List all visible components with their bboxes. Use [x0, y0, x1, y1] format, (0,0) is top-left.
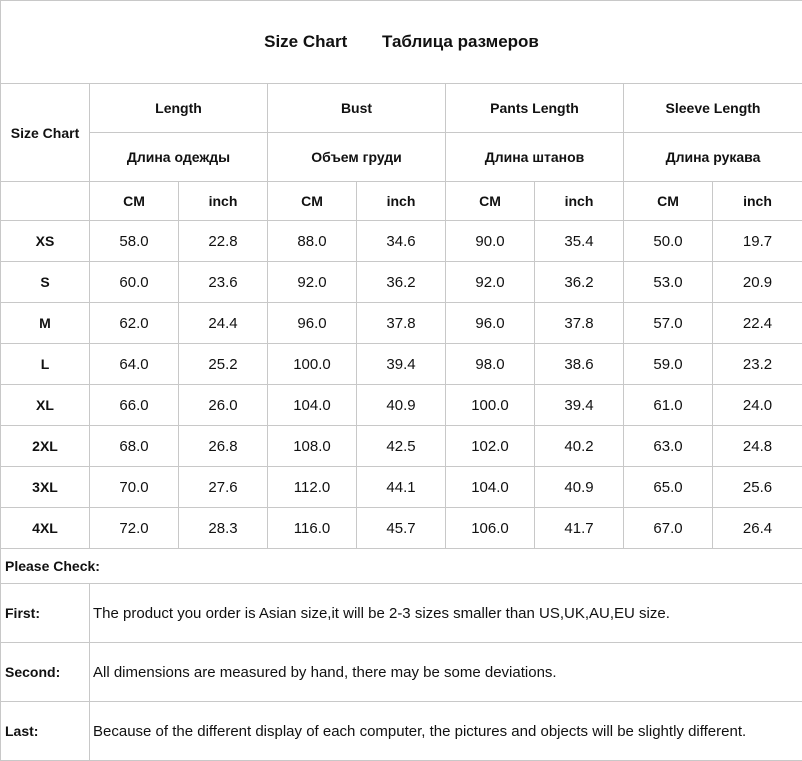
- unit-inch: inch: [713, 182, 802, 221]
- title-en: Size Chart: [264, 32, 347, 51]
- measurement-cell: 39.4: [535, 385, 624, 426]
- measurement-cell: 40.9: [535, 467, 624, 508]
- units-blank-cell: [1, 182, 90, 221]
- measurement-cell: 72.0: [90, 508, 179, 549]
- note-text-last: Because of the different display of each computer, the pictures and objects will be slightly different.: [90, 702, 802, 761]
- measurement-cell: 24.8: [713, 426, 802, 467]
- units-row: [1, 182, 802, 221]
- measurement-cell: 36.2: [357, 262, 446, 303]
- col-header-bust-ru: Объем груди: [268, 133, 446, 182]
- size-row: [1, 508, 802, 549]
- measurement-cell: 58.0: [90, 221, 179, 262]
- measurement-cell: 61.0: [624, 385, 713, 426]
- measurement-cell: 96.0: [446, 303, 535, 344]
- chart-title: [1, 1, 802, 84]
- size-label: XL: [1, 385, 90, 426]
- measurement-cell: 28.3: [179, 508, 268, 549]
- unit-cm: CM: [624, 182, 713, 221]
- size-row: [1, 385, 802, 426]
- measurement-cell: 26.0: [179, 385, 268, 426]
- measurement-cell: 36.2: [535, 262, 624, 303]
- title-row: [1, 1, 802, 84]
- measurement-cell: 67.0: [624, 508, 713, 549]
- size-label: 4XL: [1, 508, 90, 549]
- col-header-length-ru: Длина одежды: [90, 133, 268, 182]
- measurement-cell: 112.0: [268, 467, 357, 508]
- col-header-bust: Bust: [268, 84, 446, 133]
- unit-cm: CM: [446, 182, 535, 221]
- measurement-cell: 100.0: [446, 385, 535, 426]
- measurement-cell: 90.0: [446, 221, 535, 262]
- note-row: [1, 584, 802, 643]
- measurement-cell: 108.0: [268, 426, 357, 467]
- measurement-cell: 39.4: [357, 344, 446, 385]
- col-header-sleeve-length: Sleeve Length: [624, 84, 802, 133]
- measurement-cell: 92.0: [446, 262, 535, 303]
- unit-inch: inch: [179, 182, 268, 221]
- col-header-pants-length-ru: Длина штанов: [446, 133, 624, 182]
- measurement-cell: 104.0: [446, 467, 535, 508]
- measurement-cell: 96.0: [268, 303, 357, 344]
- measurement-cell: 37.8: [535, 303, 624, 344]
- size-label: 2XL: [1, 426, 90, 467]
- unit-cm: CM: [268, 182, 357, 221]
- measurement-cell: 63.0: [624, 426, 713, 467]
- header-row-ru: [1, 133, 802, 182]
- col-header-length: Length: [90, 84, 268, 133]
- size-label: S: [1, 262, 90, 303]
- size-label: XS: [1, 221, 90, 262]
- size-row: [1, 344, 802, 385]
- measurement-cell: 20.9: [713, 262, 802, 303]
- measurement-cell: 68.0: [90, 426, 179, 467]
- measurement-cell: 34.6: [357, 221, 446, 262]
- note-text-first: The product you order is Asian size,it will be 2-3 sizes smaller than US,UK,AU,EU size.: [90, 584, 802, 643]
- measurement-cell: 35.4: [535, 221, 624, 262]
- measurement-cell: 45.7: [357, 508, 446, 549]
- measurement-cell: 59.0: [624, 344, 713, 385]
- measurement-cell: 66.0: [90, 385, 179, 426]
- please-check-heading: Please Check:: [1, 549, 802, 584]
- size-row: [1, 467, 802, 508]
- measurement-cell: 62.0: [90, 303, 179, 344]
- note-label-first: First:: [1, 584, 90, 643]
- measurement-cell: 116.0: [268, 508, 357, 549]
- row-header-size-chart: Size Chart: [1, 84, 90, 182]
- measurement-cell: 22.8: [179, 221, 268, 262]
- measurement-cell: 106.0: [446, 508, 535, 549]
- measurement-cell: 24.4: [179, 303, 268, 344]
- note-row: [1, 643, 802, 702]
- measurement-cell: 25.2: [179, 344, 268, 385]
- unit-inch: inch: [535, 182, 624, 221]
- measurement-cell: 64.0: [90, 344, 179, 385]
- size-row: [1, 303, 802, 344]
- measurement-cell: 50.0: [624, 221, 713, 262]
- measurement-cell: 41.7: [535, 508, 624, 549]
- measurement-cell: 65.0: [624, 467, 713, 508]
- size-label: M: [1, 303, 90, 344]
- size-rows: [1, 221, 802, 549]
- col-header-sleeve-length-ru: Длина рукава: [624, 133, 802, 182]
- note-label-second: Second:: [1, 643, 90, 702]
- notes-table: [0, 548, 802, 761]
- note-text-second: All dimensions are measured by hand, there may be some deviations.: [90, 643, 802, 702]
- measurement-cell: 102.0: [446, 426, 535, 467]
- measurement-cell: 104.0: [268, 385, 357, 426]
- measurement-cell: 26.8: [179, 426, 268, 467]
- measurement-cell: 37.8: [357, 303, 446, 344]
- size-row: [1, 262, 802, 303]
- header-row-en: [1, 84, 802, 133]
- size-label: 3XL: [1, 467, 90, 508]
- measurement-cell: 92.0: [268, 262, 357, 303]
- unit-inch: inch: [357, 182, 446, 221]
- note-row: [1, 702, 802, 761]
- size-label: L: [1, 344, 90, 385]
- measurement-cell: 53.0: [624, 262, 713, 303]
- size-row: [1, 426, 802, 467]
- measurement-cell: 40.2: [535, 426, 624, 467]
- measurement-cell: 24.0: [713, 385, 802, 426]
- measurement-cell: 44.1: [357, 467, 446, 508]
- measurement-cell: 19.7: [713, 221, 802, 262]
- measurement-cell: 25.6: [713, 467, 802, 508]
- unit-cm: CM: [90, 182, 179, 221]
- measurement-cell: 23.2: [713, 344, 802, 385]
- size-row: [1, 221, 802, 262]
- please-check-row: [1, 549, 802, 584]
- measurement-cell: 70.0: [90, 467, 179, 508]
- measurement-cell: 88.0: [268, 221, 357, 262]
- col-header-pants-length: Pants Length: [446, 84, 624, 133]
- measurement-cell: 22.4: [713, 303, 802, 344]
- measurement-cell: 57.0: [624, 303, 713, 344]
- measurement-cell: 38.6: [535, 344, 624, 385]
- measurement-cell: 42.5: [357, 426, 446, 467]
- measurement-cell: 26.4: [713, 508, 802, 549]
- measurement-cell: 23.6: [179, 262, 268, 303]
- title-ru: Таблица размеров: [382, 32, 539, 51]
- measurement-cell: 40.9: [357, 385, 446, 426]
- measurement-cell: 27.6: [179, 467, 268, 508]
- measurement-cell: 98.0: [446, 344, 535, 385]
- measurement-cell: 100.0: [268, 344, 357, 385]
- measurement-cell: 60.0: [90, 262, 179, 303]
- note-label-last: Last:: [1, 702, 90, 761]
